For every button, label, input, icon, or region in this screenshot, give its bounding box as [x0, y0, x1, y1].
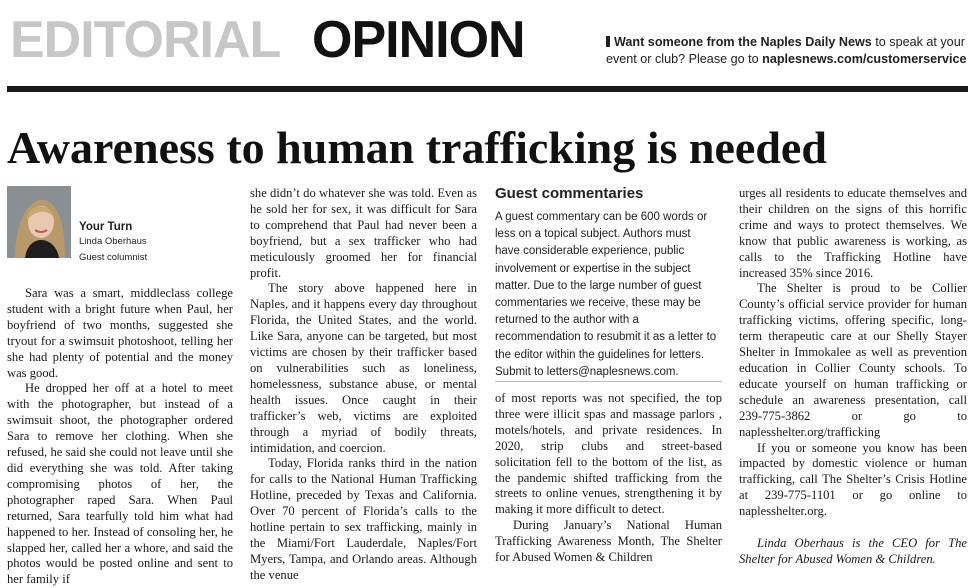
article-column-2	[250, 186, 477, 584]
section-label-opinion: OPINION	[312, 11, 525, 69]
article-paragraph: of most reports was not specified, the top three were illicit spas and massage parlors , motels/hotels, and private residences. In 2020, strip clubs and street-based solicitation fell to the bottom of the list, as the pandemic shifted trafficking from the streets to online venues, strengthening it by making it more difficult to detect.	[495, 391, 722, 517]
article-paragraph: During January’s National Human Trafficking Awareness Month, The Shelter for Abused Women & Children	[495, 518, 722, 565]
article-paragraph: If you or someone you know has been impacted by domestic violence or human trafficking, call The Shelter’s Crisis Hotline at 239-775-1101 or go online to naplesshelter.org.	[739, 440, 967, 519]
article-paragraph: The story above happened here in Naples, and it happens every day throughout Florida, the United States, and the world. Like Sara, anyone can be targeted, but most victims are chosen by their trafficker based on vulnerabilities such as loneliness, homelessness, substance abuse, or mental health issues. Once caught in their trafficker’s web, victims are exploited through a myriad of bodily threats, intimidation, and coercion.	[250, 281, 477, 455]
promo-bar-icon	[606, 36, 610, 47]
author-signature: Linda Oberhaus is the CEO for The Shelter for Abused Women & Children.	[739, 536, 967, 566]
author-photo	[7, 186, 71, 258]
article-paragraph: urges all residents to educate themselves and their children on the signs of this horrific crime and ways to protect themselves. We know that public awareness is working, as calls to the Trafficking Hotline have increased 35% since 2016.	[739, 186, 967, 280]
article-column-3	[495, 391, 722, 566]
article-column-4	[739, 186, 967, 568]
guest-commentaries-title: Guest commentaries	[495, 185, 644, 202]
guest-box-divider	[495, 381, 722, 382]
promo-text: to speak at your event or club? Please go to	[606, 35, 965, 66]
masthead-divider	[7, 86, 968, 92]
service-promo	[606, 34, 968, 68]
byline-column-name: Your Turn	[79, 221, 133, 233]
byline-author-name: Linda Oberhaus	[79, 236, 147, 247]
byline-author-role: Guest columnist	[79, 252, 148, 263]
article-paragraph: Today, Florida ranks third in the nation for calls to the National Human Trafficking Hotline, preceded by Texas and California. Over 70 percent of Florida’s calls to the hotline pertain to sex trafficking, mainly in the Miami/Fort Lauderdale, Naples/Fort Myers, Tampa, and Orlando areas. Although the venue	[250, 456, 477, 582]
guest-commentaries-body: A guest commentary can be 600 words or less on a topical subject. Authors must have considerable experience, public involvement or expertise in the subject matter. Due to the large number of guest commentaries we receive, these may be returned to the author with a recommendation to resubmit it as a letter to the editor within the guidelines for letters. Submit to letters@naplesnews.com.	[495, 211, 717, 378]
promo-bold-text: Want someone from the Naples Daily News	[614, 35, 872, 49]
byline	[79, 220, 147, 266]
author-portrait-icon	[7, 186, 71, 258]
article-paragraph: Sara was a smart, middleclass college student with a bright future when Paul, her boyfriend of two months, suggested she tryout for a swimsuit photoshoot, telling her she had plenty of potential and the money was good.	[7, 286, 233, 380]
article-paragraph: she didn’t do whatever she was told. Even as he sold her for sex, it was difficult for Sara to comprehend that Paul had never been a boyfriend, but a sex trafficker who had meticulously groomed her for financial profit.	[250, 186, 477, 280]
article-column-1	[7, 286, 233, 588]
article-paragraph: The Shelter is proud to be Collier County’s official service provider for human trafficking victims, offering specific, long-term therapeutic care at our Shelly Stayer Shelter in Immokalee as well as prevention education in Collier County schools. To educate yourself on human trafficking or schedule an awareness presentation, call 239-775-3862 or go to naplesshelter.org/trafficking	[739, 281, 967, 439]
article-headline: Awareness to human trafficking is needed	[7, 122, 827, 173]
article-paragraph: He dropped her off at a hotel to meet with the photographer, but instead of a swimsuit shoot, the photographer ordered Sara to remove her clothing. When she refused, he said she could not leave until she did everything she was told. After taking compromising photos of her, the photographer raped Sara. When Paul returned, Sara tearfully told him what had happened to her. Instead of consoling her, he slapped her, called her a whore, and said the photos would be posted online and sent to her family if	[7, 381, 233, 587]
promo-url-link[interactable]: naplesnews.com/customerservice	[762, 52, 967, 66]
section-label-editorial: EDITORIAL	[10, 11, 281, 69]
